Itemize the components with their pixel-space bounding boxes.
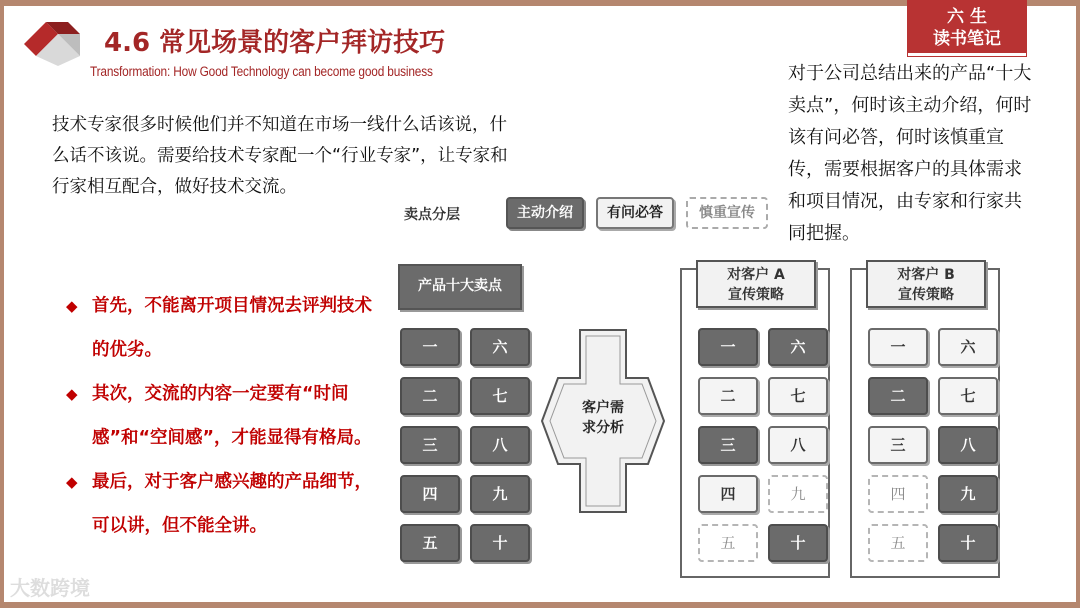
client-a-cell-9: 九 (768, 475, 828, 513)
page-title: 4.6 常见场景的客户拜访技巧 (104, 28, 446, 58)
bullet-list (66, 284, 388, 548)
frame-left-border (0, 0, 4, 608)
client-a-cell-7: 七 (768, 377, 828, 415)
top-ten-cell-2: 二 (400, 377, 460, 415)
bullet-item (66, 284, 388, 372)
frame-bottom-border (0, 602, 1080, 608)
client-a-cell-8: 八 (768, 426, 828, 464)
client-b-cell-4: 四 (868, 475, 928, 513)
client-a-cell-4: 四 (698, 475, 758, 513)
legend-label: 卖点分层 (404, 207, 460, 223)
top-ten-cell-5: 五 (400, 524, 460, 562)
bullet-text: 最后，对于客户感兴趣的产品细节，可以讲，但不能全讲。 (92, 472, 372, 536)
bullet-item (66, 460, 388, 548)
watermark: 大数跨境 (10, 576, 90, 600)
client-a-cell-10: 十 (768, 524, 828, 562)
diamond-icon: ◆ (66, 297, 78, 315)
intro-paragraph: 技术专家很多时候他们并不知道在市场一线什么话该说，什么话不该说。需要给技术专家配一个“行业专家”，让专家和行家相互配合，做好技术交流。 (52, 115, 508, 197)
top-ten-cell-10: 十 (470, 524, 530, 562)
client-b-cell-9: 九 (938, 475, 998, 513)
client-b-cell-1: 一 (868, 328, 928, 366)
analysis-label-line-2: 求分析 (582, 420, 624, 436)
client-b-cell-2: 二 (868, 377, 928, 415)
top-ten-cell-7: 七 (470, 377, 530, 415)
client-b-cell-8: 八 (938, 426, 998, 464)
frame-right-border (1076, 0, 1080, 608)
client-a-cell-2: 二 (698, 377, 758, 415)
client-b-title (866, 260, 986, 308)
bullet-text: 其次，交流的内容一定要有“时间感”和“空间感”，才能显得有格局。 (92, 384, 372, 448)
client-b-cell-5: 五 (868, 524, 928, 562)
client-a-title-line-1: 对客户 A (727, 267, 785, 283)
bullet-text: 首先，不能离开项目情况去评判技术的优劣。 (92, 296, 372, 360)
diamond-icon: ◆ (66, 385, 78, 403)
client-b-cell-10: 十 (938, 524, 998, 562)
top-ten-cell-3: 三 (400, 426, 460, 464)
client-a-cell-6: 六 (768, 328, 828, 366)
badge-line-1: 六 生 (947, 7, 987, 27)
legend-key-answer: 有问必答 (596, 197, 674, 229)
customer-analysis-label (540, 398, 666, 438)
bullet-item (66, 372, 388, 460)
client-a-title (696, 260, 816, 308)
logo-icon (20, 18, 90, 70)
client-b-cell-3: 三 (868, 426, 928, 464)
client-a-title-line-2: 宣传策略 (728, 287, 784, 303)
client-b-cell-6: 六 (938, 328, 998, 366)
top-ten-cell-1: 一 (400, 328, 460, 366)
top-ten-cell-8: 八 (470, 426, 530, 464)
legend-key-proactive: 主动介绍 (506, 197, 584, 229)
client-a-cell-3: 三 (698, 426, 758, 464)
client-b-cell-7: 七 (938, 377, 998, 415)
client-a-cell-5: 五 (698, 524, 758, 562)
brand-badge (908, 0, 1026, 56)
top-ten-title: 产品十大卖点 (398, 264, 522, 310)
top-ten-cell-4: 四 (400, 475, 460, 513)
selling-points-diagram (390, 188, 1030, 588)
client-b-title-line-2: 宣传策略 (898, 287, 954, 303)
badge-line-2: 读书笔记 (933, 29, 1001, 49)
legend-key-cautious: 慎重宣传 (686, 197, 768, 229)
page-subtitle: Transformation: How Good Technology can become good business (90, 64, 433, 79)
right-note: 对于公司总结出来的产品“十大卖点”，何时该主动介绍，何时该有问必答，何时该慎重宣传，需要根据客户的具体需求和项目情况，由专家和行家共同把握。 (788, 63, 1032, 244)
top-ten-cell-9: 九 (470, 475, 530, 513)
diamond-icon: ◆ (66, 473, 78, 491)
client-b-title-line-1: 对客户 B (897, 267, 955, 283)
top-ten-cell-6: 六 (470, 328, 530, 366)
client-a-cell-1: 一 (698, 328, 758, 366)
analysis-label-line-1: 客户需 (582, 400, 624, 416)
